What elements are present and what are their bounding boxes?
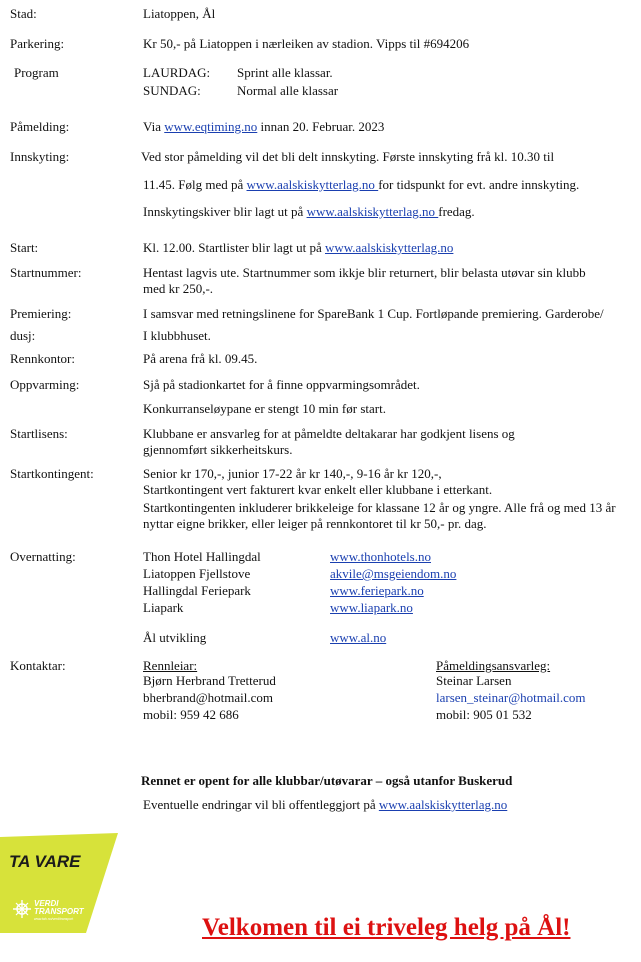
parkering-value: Kr 50,- på Liatoppen i nærleiken av stadion. Vipps til #694206 <box>143 36 470 51</box>
overnatting-name: Hallingdal Feriepark <box>143 583 251 598</box>
aalskiskytterlag-link[interactable]: www.aalskiskytterlag.no <box>324 240 454 255</box>
overnatting-link[interactable]: www.thonhotels.no <box>330 549 431 564</box>
startkontingent-line3: Startkontingenten inkluderer brikkeleige for klassane 12 år og yngre. Alle frå og med 13 år <box>143 500 616 515</box>
contact1-name: Bjørn Herbrand Tretterud <box>143 673 276 688</box>
premiering-line1: I samsvar med retningslinene for SpareBank 1 Cup. Fortløpande premiering. Garderobe/ <box>143 306 604 321</box>
oppvarming-label: Oppvarming: <box>10 377 80 392</box>
overnatting-name: Thon Hotel Hallingdal <box>143 549 261 564</box>
logo-text-url: www.tah.no/verditransport <box>34 917 74 921</box>
contact2-title: Påmeldingsansvarleg: <box>436 658 551 673</box>
contact2-email[interactable]: larsen_steinar@hotmail.com <box>436 690 586 705</box>
stad-label: Stad: <box>10 6 37 21</box>
startnummer-line1: Hentast lagvis ute. Startnummer som ikkje blir returnert, blir belasta utøvar sin klubb <box>143 265 586 280</box>
startkontingent-line1: Senior kr 170,-, junior 17-22 år kr 140,-, 9-16 år kr 120,-, <box>143 466 442 481</box>
aalskiskytterlag-link[interactable]: www.aalskiskytterlag.no <box>246 177 379 192</box>
overnatting-link[interactable]: www.liapark.no <box>330 600 413 615</box>
overnatting-name: Ål utvikling <box>143 630 207 645</box>
ta-vare-verditransport-logo <box>0 833 118 933</box>
contact1-email: bherbrand@hotmail.com <box>143 690 274 705</box>
overnatting-label: Overnatting: <box>10 549 76 564</box>
rennkontor-value: På arena frå kl. 09.45. <box>143 351 258 366</box>
changes-notice: Eventuelle endringar vil bli offentleggjort på www.aalskiskytterlag.no <box>143 797 508 812</box>
startlisens-line2: gjennomført sikkerheitskurs. <box>143 442 293 457</box>
startkontingent-line2: Startkontingent vert fakturert kvar enkelt eller klubbane i etterkant. <box>143 482 493 497</box>
overnatting-name: Liapark <box>143 600 184 615</box>
contact2-phone: mobil: 905 01 532 <box>436 707 532 722</box>
aalskiskytterlag-link[interactable]: www.aalskiskytterlag.no <box>378 797 508 812</box>
contact2-name: Steinar Larsen <box>436 673 512 688</box>
startnummer-line2: med kr 250,-. <box>143 281 214 296</box>
startlisens-label: Startlisens: <box>10 426 68 441</box>
logo-text-verdi: VERDI <box>34 899 59 908</box>
start-value: Kl. 12.00. Startlister blir lagt ut på www.aalskiskytterlag.no <box>143 240 454 255</box>
startkontingent-line4: nyttar eigne brikker, eller leiger på rennkontoret til kr 50,- pr. dag. <box>143 516 487 531</box>
contact1-phone: mobil: 959 42 686 <box>143 707 239 722</box>
welcome-banner: Velkomen til ei triveleg helg på Ål! <box>202 914 571 941</box>
innskyting-line2: 11.45. Følg med på www.aalskiskytterlag.no for tidspunkt for evt. andre innskyting. <box>143 177 580 192</box>
innskyting-line1: Ved stor påmelding vil det bli delt innskyting. Første innskyting frå kl. 10.30 til <box>141 149 555 164</box>
pamelding-value: Via www.eqtiming.no innan 20. Februar. 2023 <box>143 119 385 134</box>
dusj-label: dusj: <box>10 328 36 343</box>
program-day2-text: Normal alle klassar <box>237 83 339 98</box>
innskyting-line3: Innskytingskiver blir lagt ut på www.aalskiskytterlag.no fredag. <box>143 204 475 219</box>
eqtiming-link[interactable]: www.eqtiming.no <box>164 119 258 134</box>
premiering-line2: I klubbhuset. <box>143 328 211 343</box>
logo-text-transport: TRANSPORT <box>34 907 84 916</box>
start-label: Start: <box>10 240 39 255</box>
kontaktar-label: Kontaktar: <box>10 658 66 673</box>
oppvarming-line1: Sjå på stadionkartet for å finne oppvarmingsområdet. <box>143 377 420 392</box>
program-day1: LAURDAG: <box>143 65 211 80</box>
contact1-title: Rennleiar: <box>143 658 198 673</box>
logo-text-ta-vare: TA VARE <box>9 852 81 871</box>
oppvarming-line2: Konkurranseløypane er stengt 10 min før start. <box>143 401 386 416</box>
innskyting-label: Innskyting: <box>10 149 70 164</box>
aalskiskytterlag-link[interactable]: www.aalskiskytterlag.no <box>306 204 439 219</box>
startlisens-line1: Klubbane er ansvarleg for at påmeldte deltakarar har godkjent lisens og <box>143 426 515 441</box>
program-label: Program <box>14 65 59 80</box>
open-notice: Rennet er opent for alle klubbar/utøvarar – også utanfor Buskerud <box>141 773 513 788</box>
stad-value: Liatoppen, Ål <box>143 6 216 21</box>
program-day1-text: Sprint alle klassar. <box>237 65 333 80</box>
program-day2: SUNDAG: <box>143 83 201 98</box>
parkering-label: Parkering: <box>10 36 65 51</box>
overnatting-link[interactable]: www.feriepark.no <box>330 583 424 598</box>
overnatting-link[interactable]: www.al.no <box>330 630 387 645</box>
rennkontor-label: Rennkontor: <box>10 351 75 366</box>
startnummer-label: Startnummer: <box>10 265 82 280</box>
startkontingent-label: Startkontingent: <box>10 466 94 481</box>
premiering-label: Premiering: <box>10 306 72 321</box>
overnatting-name: Liatoppen Fjellstove <box>143 566 251 581</box>
overnatting-link[interactable]: akvile@msgeiendom.no <box>330 566 457 581</box>
pamelding-label: Påmelding: <box>10 119 70 134</box>
